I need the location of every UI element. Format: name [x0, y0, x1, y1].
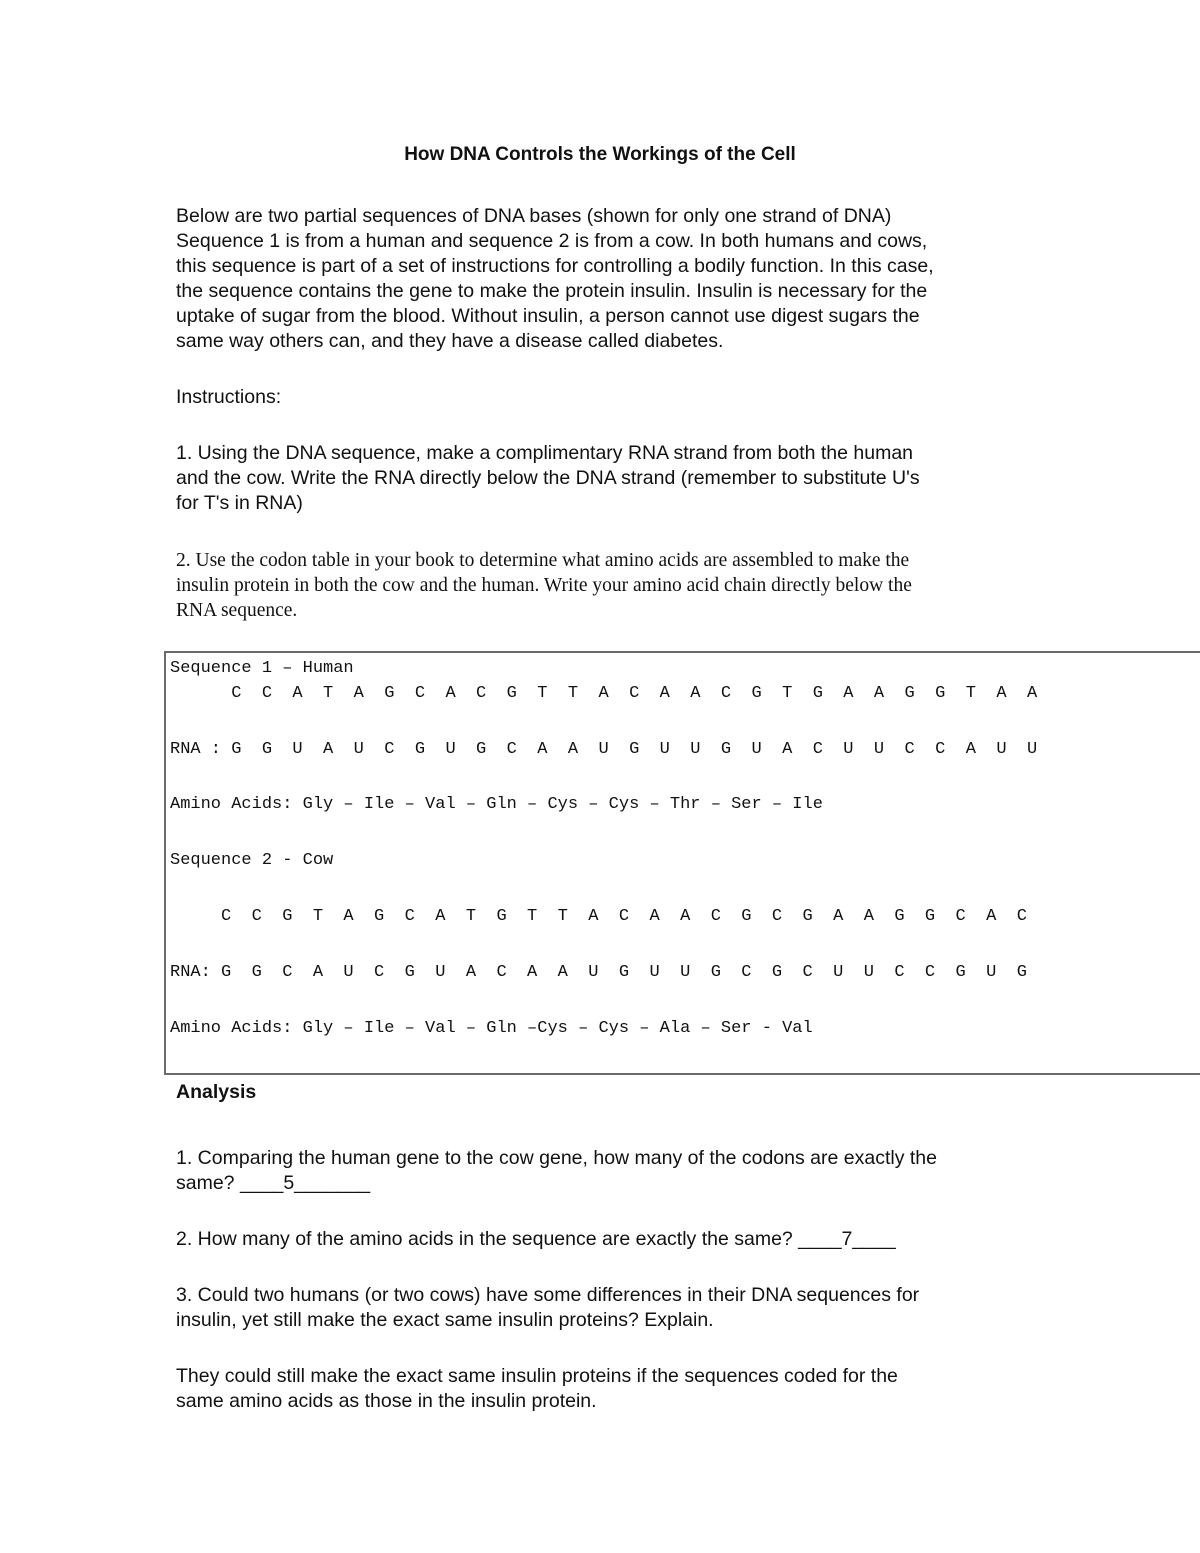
analysis-heading: Analysis — [176, 1081, 257, 1103]
question-line: 1. Comparing the human gene to the cow gene, how many of the codons are exactly the — [176, 1147, 937, 1169]
intro-line: uptake of sugar from the blood. Without insulin, a person cannot use digest sugars the — [176, 305, 920, 327]
analysis-question-2: 2. How many of the amino acids in the sequence are exactly the same? ____7____ — [176, 1228, 896, 1250]
intro-line: this sequence is part of a set of instructions for controlling a bodily function. In this case, — [176, 255, 934, 277]
intro-line: Below are two partial sequences of DNA bases (shown for only one strand of DNA) — [176, 205, 892, 227]
page-title: How DNA Controls the Workings of the Cell — [404, 144, 796, 165]
instruction-line: for T's in RNA) — [176, 492, 303, 514]
cow-sequence-label: Sequence 2 - Cow — [170, 851, 334, 870]
instruction-line: 1. Using the DNA sequence, make a complimentary RNA strand from both the human — [176, 442, 914, 464]
question-line: 3. Could two humans (or two cows) have some differences in their DNA sequences for — [176, 1284, 920, 1306]
human-amino-acids: Amino Acids: Gly – Ile – Val – Gln – Cys – Cys – Thr – Ser – Ile — [170, 795, 823, 814]
answer-line: They could still make the exact same insulin proteins if the sequences coded for the — [176, 1365, 898, 1387]
intro-line: the sequence contains the gene to make the protein insulin. Insulin is necessary for the — [176, 280, 928, 302]
cow-dna-strand: C C G T A G C A T G T T A C A A C G C G A A G G C A C — [170, 907, 1027, 926]
instruction-line: and the cow. Write the RNA directly below the DNA strand (remember to substitute U's — [176, 467, 920, 489]
instruction-line: 2. Use the codon table in your book to determine what amino acids are assembled to make the — [176, 550, 910, 571]
human-sequence-label: Sequence 1 – Human — [170, 659, 354, 678]
question-line: same? ____5_______ — [176, 1172, 371, 1194]
question-line: insulin, yet still make the exact same insulin proteins? Explain. — [176, 1309, 714, 1331]
instructions-heading: Instructions: — [176, 386, 282, 408]
human-rna-strand: RNA : G G U A U C G U G C A A U G U U G U A C U U C C A U U — [170, 740, 1038, 759]
cow-rna-strand: RNA: G G C A U C G U A C A A U G U U G C G C U U C C G U G — [170, 963, 1027, 982]
intro-line: same way others can, and they have a disease called diabetes. — [176, 330, 724, 352]
instruction-line: insulin protein in both the cow and the human. Write your amino acid chain directly below the — [176, 575, 912, 596]
human-dna-strand: C C A T A G C A C G T T A C A A C G T G A A G G T A A — [170, 684, 1038, 703]
answer-line: same amino acids as those in the insulin protein. — [176, 1390, 597, 1412]
cow-amino-acids: Amino Acids: Gly – Ile – Val – Gln –Cys – Cys – Ala – Ser - Val — [170, 1019, 813, 1038]
intro-line: Sequence 1 is from a human and sequence 2 is from a cow. In both humans and cows, — [176, 230, 928, 252]
instruction-line: RNA sequence. — [176, 600, 298, 621]
